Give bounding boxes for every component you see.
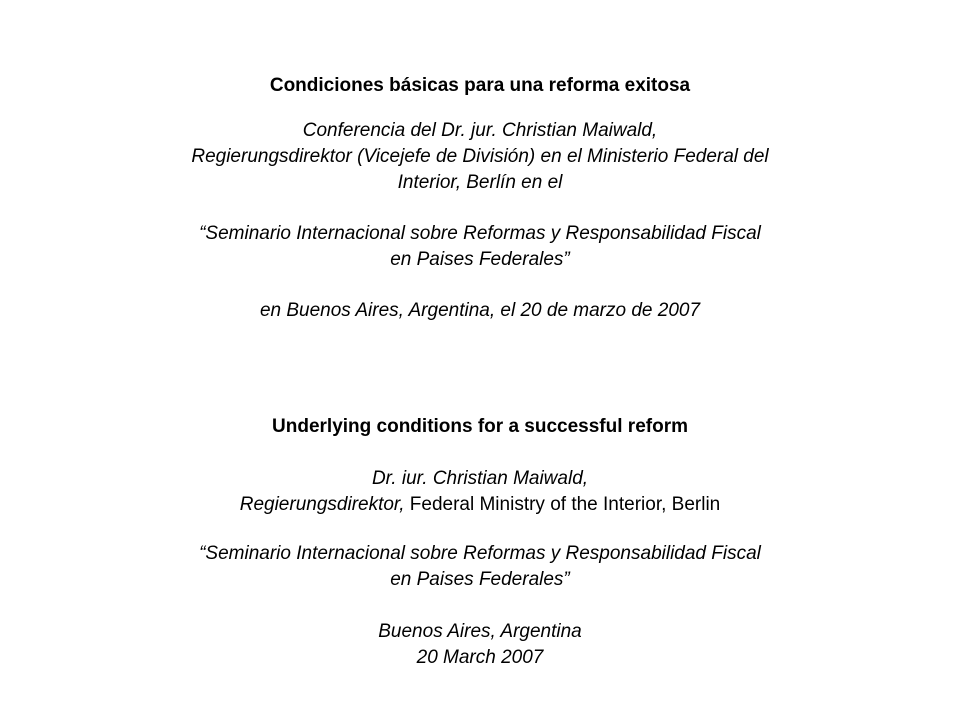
english-seminar-line-1: “Seminario Internacional sobre Reformas y Responsabilidad Fiscal <box>199 543 761 564</box>
english-role-affiliation: Federal Ministry of the Interior, Berlin <box>404 494 721 515</box>
spanish-conference-block <box>0 118 960 196</box>
english-place: Buenos Aires, Argentina <box>378 621 582 642</box>
spanish-conference-line-3: Interior, Berlín en el <box>397 172 563 193</box>
english-author: Dr. iur. Christian Maiwald, <box>371 468 589 489</box>
spanish-title: Condiciones básicas para una reforma exitosa <box>269 75 691 96</box>
english-seminar-line-2: en Paises Federales” <box>390 569 570 590</box>
spanish-seminar-line-2: en Paises Federales” <box>390 249 570 270</box>
spanish-place-date-block <box>0 298 960 324</box>
spanish-seminar-line-1: “Seminario Internacional sobre Reformas y Responsabilidad Fiscal <box>199 223 761 244</box>
spanish-title-block <box>0 73 960 99</box>
spanish-seminar-block <box>0 221 960 273</box>
english-role-line <box>0 492 960 518</box>
english-author-block <box>0 466 960 518</box>
english-role-title: Regierungsdirektor, <box>239 494 405 515</box>
english-seminar-block <box>0 541 960 593</box>
spanish-place-date: en Buenos Aires, Argentina, el 20 de marzo de 2007 <box>259 300 701 321</box>
english-date: 20 March 2007 <box>416 647 544 668</box>
english-place-date-block <box>0 619 960 671</box>
spanish-conference-line-2: Regierungsdirektor (Vicejefe de División) en el Ministerio Federal del <box>191 146 769 167</box>
english-title: Underlying conditions for a successful reform <box>272 416 688 437</box>
english-title-block <box>0 414 960 440</box>
spanish-conference-line-1: Conferencia del Dr. jur. Christian Maiwald, <box>302 120 658 141</box>
